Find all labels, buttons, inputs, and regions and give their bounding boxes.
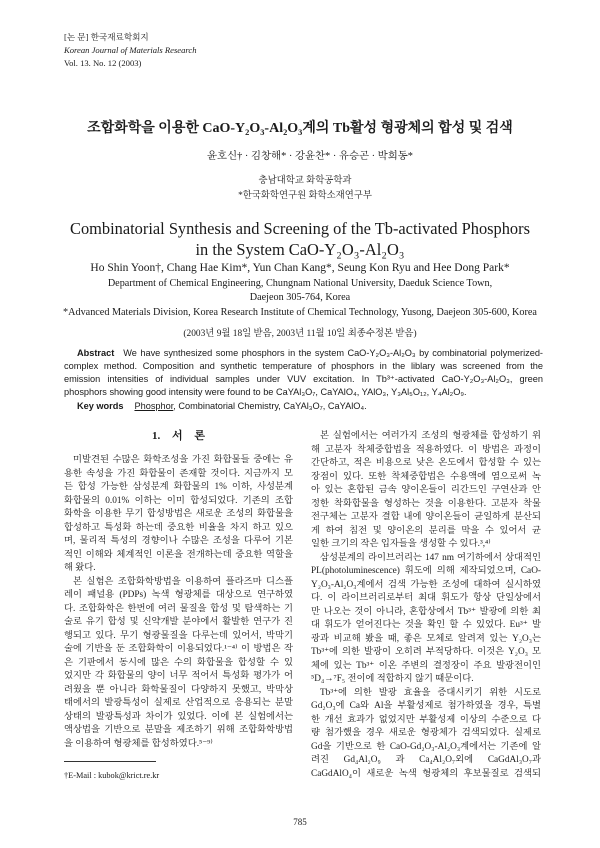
body-line: 해 고분자 착체중합법을 적용하였다. 이 방법은 과정이 xyxy=(311,444,541,455)
section-heading: 1. 서 론 xyxy=(151,430,205,442)
body-line: 전구체는 고분자 결합 내에 양이온들이 균일하게 분산되 xyxy=(311,512,541,522)
body-line: 화학을 이용한 무기 합성방법은 새로운 조성의 화합물을 xyxy=(64,509,293,519)
body-line: 본 실험은 조합화학방법을 이용하여 플라즈마 디스플 xyxy=(73,576,293,587)
english-affiliation: *Advanced Materials Division, Korea Research Institute of Chemical Technology, Yusong, Daejeon 305-600, Korea xyxy=(63,307,537,318)
body-line: 다. 조합화학은 한번에 여러 물질을 합성 및 탐색하는 기 xyxy=(64,603,293,614)
body-line: 을 이용하여 형광체를 합성하였다.⁵⁻⁹⁾ xyxy=(64,738,213,749)
body-line: 한 개선 효과가 없었지만 부활성제 이상의 수준으로 다 xyxy=(311,714,541,725)
body-line: Tb³⁺에 의한 발광이 오히려 부적당하다. 이것은 Y₂O₃ 모 xyxy=(311,647,541,657)
body-line: 간단하고, 적은 비용으로 낮은 온도에서 합성할 수 있는 xyxy=(311,458,541,468)
body-line: Y₂O₃-Al₂O₃계에서 검색 가능한 조성에 대하여 실시하였 xyxy=(311,579,541,590)
body-line: 해 왔다. xyxy=(64,563,96,573)
page-number: 785 xyxy=(293,817,307,827)
body-line: 량 첨가했을 경우 새로운 형광체가 검색되었다. 실제로 xyxy=(311,728,541,738)
keywords-label: Key words xyxy=(77,400,124,411)
body-line: 게 하여 침전 및 양이온의 분리를 막을 수 있어서 균 xyxy=(311,525,541,536)
body-line: 정한 착화합물을 형성하는 것을 이용한다. 고분자 착물 xyxy=(311,498,541,509)
keywords-rest: , Combinatorial Chemistry, CaYAl₃O₇, CaYAlO₄. xyxy=(173,400,367,411)
body-line: 용한 속성을 가진 화합물이 존재할 것이다. 지금까지 모 xyxy=(64,468,293,479)
body-line: 레이 패널용 (PDPs) 녹색 형광체를 대상으로 연구하였 xyxy=(64,590,293,600)
body-line: 행되고 있다. 무기 형광물질을 다루는데 있어서, 박막기 xyxy=(64,630,293,641)
left-column xyxy=(64,454,293,751)
body-line: 체에 있는 Tb³⁺ 이온 주변의 결정장이 주요 발광전이인 xyxy=(311,660,541,671)
article-category: [논 문] 한국재료학회지 xyxy=(64,32,149,42)
korean-title: 조합화학을 이용한 CaO-Y₂O₃-Al₂O₃계의 Tb활성 형광체의 합성 및 검색 xyxy=(87,121,513,136)
body-line: 만 나오는 것이 아니라, 혼합상에서 Tb³⁺ 발광에 의한 최 xyxy=(311,606,541,617)
body-line: 상태의 발광특성과 차이가 있었다. 이에 본 실험에서는 xyxy=(64,711,293,722)
body-line: 본 실험에서는 여러가지 조성의 형광체를 합성하기 위 xyxy=(320,431,541,441)
body-line: 합성하고 특성화 하는데 중요한 비율을 차지 하고 있으 xyxy=(64,522,293,533)
english-affiliation: Department of Chemical Engineering, Chungnam National University, Daeduk Science Town, xyxy=(107,278,493,289)
body-line: Gd을 기반으로 한 CaO-Gd₂O₃-Al₂O₃계에서는 기존에 알 xyxy=(311,741,541,752)
body-line: 일한 크기의 작은 입자들을 생성할 수 있다.³,⁴⁾ xyxy=(311,539,491,549)
body-line: 다. 이 라이브러리로부터 최대 휘도가 항상 단일상에서 xyxy=(311,593,541,603)
body-line: 장점이 있다. 또한 착체중합법은 수용액에 염으로써 녹 xyxy=(311,471,541,482)
abstract-text: We have synthesized some phosphors in the system CaO-Y₂O₃-Al₂O₃ by combinatorial polymerized- xyxy=(123,347,543,358)
body-line: ⁵D₄→⁷F₅ 전이에 적합하지 않기 때문이다. xyxy=(311,674,474,684)
body-line: 적인 이해와 체계적인 이론을 전개하는데 중요한 역할을 xyxy=(64,549,293,560)
body-line: 려웠을 뿐 아니라 화학물질이 다양하지 못했고, 박막상 xyxy=(64,684,293,695)
korean-authors: 윤호신† · 김창해* · 강윤찬* · 유승곤 · 박희동* xyxy=(207,151,413,162)
english-title xyxy=(0,218,600,260)
abstract-label: Abstract xyxy=(77,347,115,358)
abstract-line: complex method. Composition and synthetic temperature of phosphors in the liblary was screened from the xyxy=(64,360,543,371)
journal-name: Korean Journal of Materials Research xyxy=(64,45,197,55)
body-line: 광과 비교해 봤을 때, 좋은 모체로 알려져 있는 Y₂O₃는 xyxy=(311,633,541,644)
english-title-line: Combinatorial Synthesis and Screening of the Tb-activated Phosphors xyxy=(70,219,530,238)
korean-affiliation: *한국화학연구원 화학소재연구부 xyxy=(238,191,372,201)
body-line: 며, 물리적 특성의 경향이나 수많은 조성을 다루어 기본 xyxy=(64,536,293,546)
journal-header xyxy=(64,31,324,70)
body-line: 아 있는 혼합된 금속 양이온들이 리간드인 구연산과 안 xyxy=(311,485,541,495)
abstract-line xyxy=(64,347,543,360)
korean-affiliation: 충남대학교 화학공학과 xyxy=(258,176,352,186)
footnote-rule xyxy=(64,761,156,762)
footnote-email: †E-Mail : kubok@krict.re.kr xyxy=(64,771,160,780)
body-line: 삼성분계의 라이브러리는 147 nm 여기하에서 상대적인 xyxy=(320,552,541,563)
body-line: PL(photoluminescence) 휘도에 의해 제작되었으며, CaO- xyxy=(311,566,541,576)
body-line: 대 휘도가 얻어진다는 것을 확인 할 수 있었다. Eu³⁺ 발 xyxy=(311,620,541,630)
body-line: CaGdAlO₄이 새로운 녹색 형광체의 후보물질로 검색되 xyxy=(311,768,541,779)
english-affiliation: Daejeon 305-764, Korea xyxy=(249,292,351,303)
right-column xyxy=(311,430,541,781)
body-line: 려진 Gd₄Al₂O₉ 과 Ca₄Al₂O₇외에 CaGdAl₃O₇과 xyxy=(311,755,541,765)
english-title-line: in the System CaO-Y₂O₃-Al₂O₃ xyxy=(195,240,405,259)
abstract-line: phosphors showing good intensity were found to be CaYAl₃O₇, CaYAlO₄, YAlO₃, Y₃Al₅O₁₂, Y₄Al₂O₉. xyxy=(64,387,467,398)
journal-volume: Vol. 13. No. 12 (2003) xyxy=(64,58,142,68)
keywords xyxy=(77,400,543,413)
abstract xyxy=(64,347,543,400)
body-line: 술로 유기 합성 및 신약개발 분야에서 활발한 연구가 진 xyxy=(64,617,293,627)
abstract-line: emission intensities of individual samples under VUV excitation. In Tb³⁺-activated CaO-Y₂O₃-Al₂O₃, green xyxy=(64,374,543,385)
received-date: (2003년 9월 18일 받음, 2003년 11월 10일 최종수정본 받음) xyxy=(183,329,417,339)
body-line: 었지만 각 화합물의 양이 너무 적어서 특성화 평가가 어 xyxy=(64,671,293,681)
body-line: 화합물의 0.01% 이하는 이미 합성되었다. 기존의 조합 xyxy=(64,495,293,506)
body-line: 은 기판에서 동시에 많은 수의 화합물을 합성할 수 있 xyxy=(64,657,293,668)
body-line: 액상법을 기반으로 분말을 제조하기 위해 조합화학방법 xyxy=(64,725,293,735)
body-line: 미발견된 수많은 화학조성을 가진 화합물들 중에는 유 xyxy=(73,455,293,465)
body-line: 태에서의 발광특성이 실제로 산업적으로 응용되는 분말 xyxy=(64,698,293,708)
body-line: Gd₂O₃에 Ca와 Al을 부활성제로 첨가하였을 경우, 특별 xyxy=(311,701,541,711)
body-line: 든 합성 가능한 삼성분계 화합물의 1% 이하, 사성분계 xyxy=(64,482,293,492)
keyword-phosphor: Phosphor xyxy=(134,400,174,411)
body-line: 술에 기반을 둔 조합화학이 이용되었다.¹⁻⁴⁾ 이 방법은 작 xyxy=(64,644,293,654)
body-line: Tb³⁺에 의한 발광 효율을 증대시키기 위한 시도로 xyxy=(320,687,541,698)
english-authors: Ho Shin Yoon†, Chang Hae Kim*, Yun Chan Kang*, Seung Kon Ryu and Hee Dong Park* xyxy=(90,262,510,274)
